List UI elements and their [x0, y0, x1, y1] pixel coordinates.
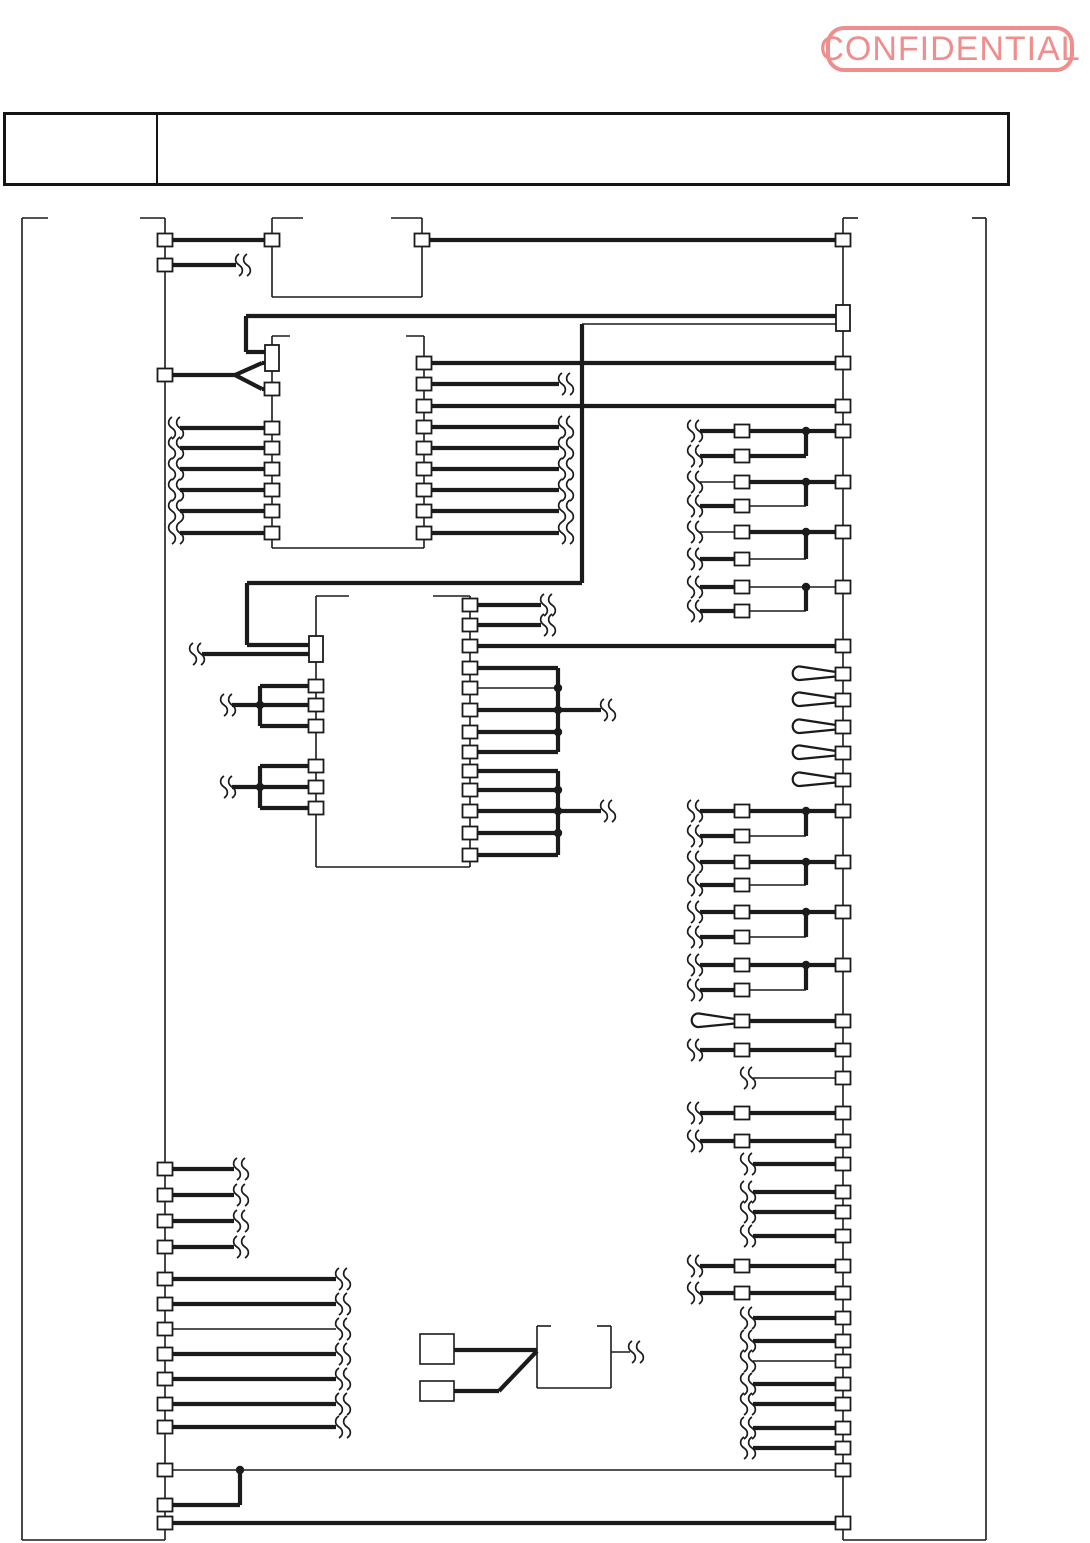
wire-loop-icon: [793, 745, 836, 759]
connector-pin: [463, 827, 478, 840]
connector-pin: [158, 1163, 173, 1176]
connector-pin: [836, 1260, 851, 1273]
junction-dot: [256, 783, 264, 791]
junction-dot: [554, 728, 562, 736]
connector-pin: [836, 400, 851, 413]
connector-pin: [836, 906, 851, 919]
connector-pin: [735, 1107, 750, 1120]
junction-dot: [554, 706, 562, 714]
wire-break-icon: [741, 1201, 748, 1223]
connector-pin: [735, 984, 750, 997]
connector-pin: [265, 484, 280, 497]
wire-break-icon: [234, 1158, 241, 1180]
wire-segment: [235, 363, 262, 375]
wire-break-icon: [344, 1393, 351, 1415]
connector-pin: [836, 668, 851, 681]
wire-break-icon: [242, 1236, 249, 1258]
connector-pin: [836, 856, 851, 869]
wire-break-icon: [688, 495, 695, 517]
connector-pin: [836, 747, 851, 760]
wire-break-icon: [336, 1293, 343, 1315]
connector-pin: [836, 1422, 851, 1435]
connector-pin: [463, 599, 478, 612]
connector-pin: [836, 425, 851, 438]
connector-pin: [735, 931, 750, 944]
junction-dot: [554, 829, 562, 837]
connector-pin: [158, 1241, 173, 1254]
wire-break-icon: [688, 800, 695, 822]
wire-break-icon: [234, 1236, 241, 1258]
wire-break-icon: [609, 800, 616, 822]
wire-break-icon: [344, 1416, 351, 1438]
connector-pin: [735, 1287, 750, 1300]
wire-break-icon: [637, 1341, 644, 1363]
wire-break-icon: [169, 458, 176, 480]
connector-pin: [735, 450, 750, 463]
wire-break-icon: [741, 1067, 748, 1089]
wire-break-icon: [169, 479, 176, 501]
junction-dot: [802, 908, 810, 916]
wire-break-icon: [688, 1282, 695, 1304]
connector-pin: [309, 699, 324, 712]
wire-segment: [235, 375, 262, 389]
connector-pin: [309, 680, 324, 693]
wire-break-icon: [344, 1293, 351, 1315]
wire-break-icon: [242, 1210, 249, 1232]
connector-pin-tall: [265, 345, 279, 371]
wire-break-icon: [559, 500, 566, 522]
connector-pin: [463, 746, 478, 759]
connector-pin: [836, 1378, 851, 1391]
wire-break-icon: [688, 420, 695, 442]
wire-break-icon: [559, 522, 566, 544]
wire-break-icon: [688, 600, 695, 622]
connector-pin: [158, 1348, 173, 1361]
connector-pin: [417, 357, 432, 370]
wire-break-icon: [541, 594, 548, 616]
wire-break-icon: [336, 1368, 343, 1390]
wire-break-icon: [549, 614, 556, 636]
connector-pin: [836, 1186, 851, 1199]
connector-pin: [836, 476, 851, 489]
connector-pin: [463, 784, 478, 797]
connector-pin: [836, 640, 851, 653]
wire-break-icon: [169, 437, 176, 459]
wire-break-icon: [559, 416, 566, 438]
wire-loop-icon: [793, 666, 836, 680]
connector-pin: [836, 1464, 851, 1477]
connector-pin: [735, 830, 750, 843]
connector-pin: [735, 959, 750, 972]
connector-pin: [265, 422, 280, 435]
junction-dot: [802, 478, 810, 486]
wire-break-icon: [688, 825, 695, 847]
connector-pin: [463, 849, 478, 862]
wire-break-icon: [688, 979, 695, 1001]
connector-pin: [463, 765, 478, 778]
connector-pin: [463, 640, 478, 653]
connector-pin: [735, 1044, 750, 1057]
connector-pin: [265, 527, 280, 540]
wire-break-icon: [741, 1350, 748, 1372]
connector-pin: [265, 505, 280, 518]
wire-break-icon: [741, 1225, 748, 1247]
wire-break-icon: [567, 500, 574, 522]
connector-pin: [735, 856, 750, 869]
wire-break-icon: [541, 614, 548, 636]
wire-break-icon: [688, 901, 695, 923]
connector-pin: [836, 1335, 851, 1348]
connector-pin: [463, 726, 478, 739]
wire-break-icon: [567, 373, 574, 395]
wire-break-icon: [169, 500, 176, 522]
wire-break-icon: [559, 437, 566, 459]
wire-break-icon: [567, 522, 574, 544]
wire-break-icon: [221, 776, 228, 798]
connector-pin: [836, 959, 851, 972]
connector-pin: [309, 802, 324, 815]
wire-break-icon: [741, 1437, 748, 1459]
wire-break-icon: [688, 874, 695, 896]
wire-break-icon: [567, 458, 574, 480]
wire-break-icon: [567, 437, 574, 459]
connector-pin: [836, 526, 851, 539]
connector-pin: [265, 463, 280, 476]
connector-pin: [158, 1421, 173, 1434]
connector-pin: [463, 619, 478, 632]
wire-break-icon: [336, 1268, 343, 1290]
confidential-stamp-text: CONFIDENTIAL: [819, 29, 1081, 68]
connector-pin: [463, 805, 478, 818]
junction-dot: [802, 427, 810, 435]
wire-break-icon: [236, 254, 243, 276]
connector-pin: [265, 442, 280, 455]
connector-pin: [265, 383, 280, 396]
wire-break-icon: [741, 1330, 748, 1352]
connector-pin: [417, 442, 432, 455]
connector-pin: [309, 781, 324, 794]
wire-break-icon: [336, 1393, 343, 1415]
wire-break-icon: [169, 417, 176, 439]
wire-loop-icon: [793, 692, 836, 706]
wire-break-icon: [559, 479, 566, 501]
junction-dot: [554, 684, 562, 692]
wire-break-icon: [559, 373, 566, 395]
wire-break-icon: [609, 699, 616, 721]
connector-pin: [836, 1517, 851, 1530]
wire-break-icon: [688, 1255, 695, 1277]
wire-break-icon: [336, 1416, 343, 1438]
connector-pin: [735, 1260, 750, 1273]
wire-break-icon: [741, 1153, 748, 1175]
junction-dot: [802, 961, 810, 969]
connector-pin: [158, 234, 173, 247]
connector-pin: [735, 879, 750, 892]
wire-break-icon: [190, 643, 197, 665]
junction-dot: [554, 786, 562, 794]
connector-pin: [735, 476, 750, 489]
connector-pin: [463, 704, 478, 717]
connector-pin: [417, 463, 432, 476]
connector-pin: [735, 425, 750, 438]
connector-pin: [417, 378, 432, 391]
connector-pin: [836, 1442, 851, 1455]
connector-pin: [158, 1398, 173, 1411]
wire-break-icon: [567, 416, 574, 438]
connector-pin: [836, 234, 851, 247]
wire-break-icon: [688, 851, 695, 873]
module-rect: [420, 1334, 454, 1364]
connector-pin: [735, 1135, 750, 1148]
connector-pin: [463, 662, 478, 675]
connector-pin: [735, 500, 750, 513]
connector-pin: [463, 682, 478, 695]
wire-break-icon: [741, 1307, 748, 1329]
wire-break-icon: [601, 699, 608, 721]
connector-pin: [836, 1355, 851, 1368]
wire-break-icon: [244, 254, 251, 276]
connector-pin-tall: [836, 305, 850, 331]
wire-break-icon: [336, 1343, 343, 1365]
wire-break-icon: [688, 521, 695, 543]
wire-break-icon: [344, 1318, 351, 1340]
connector-pin: [836, 357, 851, 370]
wire-break-icon: [741, 1417, 748, 1439]
connector-pin: [417, 421, 432, 434]
connector-pin: [417, 505, 432, 518]
wire-break-icon: [242, 1158, 249, 1180]
wire-break-icon: [688, 471, 695, 493]
wire-break-icon: [688, 926, 695, 948]
wire-break-icon: [688, 1102, 695, 1124]
junction-dot: [256, 701, 264, 709]
wire-loop-icon: [793, 719, 836, 733]
wire-break-icon: [344, 1268, 351, 1290]
connector-pin: [158, 1517, 173, 1530]
connector-pin: [158, 1273, 173, 1286]
connector-pin: [309, 760, 324, 773]
junction-dot: [802, 583, 810, 591]
wire-break-icon: [242, 1184, 249, 1206]
wire-break-icon: [688, 576, 695, 598]
connector-pin: [836, 1158, 851, 1171]
connector-pin: [836, 694, 851, 707]
connector-pin: [735, 605, 750, 618]
connector-pin: [158, 1323, 173, 1336]
wire-break-icon: [169, 522, 176, 544]
junction-dot: [802, 858, 810, 866]
wire-loop-icon: [793, 772, 836, 786]
connector-pin: [158, 1499, 173, 1512]
connector-pin: [836, 1230, 851, 1243]
connector-pin: [158, 1215, 173, 1228]
wire-break-icon: [741, 1373, 748, 1395]
wire-segment: [499, 1351, 537, 1391]
connector-pin: [836, 1398, 851, 1411]
wire-break-icon: [688, 954, 695, 976]
connector-pin: [836, 805, 851, 818]
connector-pin: [265, 234, 280, 247]
connector-pin: [735, 526, 750, 539]
connector-pin: [836, 1135, 851, 1148]
junction-dot: [802, 807, 810, 815]
wire-break-icon: [234, 1184, 241, 1206]
wire-break-icon: [688, 445, 695, 467]
wire-break-icon: [336, 1318, 343, 1340]
wire-break-icon: [567, 479, 574, 501]
connector-pin: [415, 234, 430, 247]
connector-pin: [158, 1189, 173, 1202]
wire-break-icon: [549, 594, 556, 616]
connector-pin: [836, 721, 851, 734]
wire-break-icon: [559, 458, 566, 480]
wire-break-icon: [601, 800, 608, 822]
wire-break-icon: [688, 1130, 695, 1152]
connector-pin: [158, 1464, 173, 1477]
connector-pin: [836, 1287, 851, 1300]
connector-pin: [735, 1015, 750, 1028]
connector-pin: [836, 1312, 851, 1325]
wire-break-icon: [344, 1343, 351, 1365]
connector-pin-tall: [309, 636, 323, 662]
connector-pin: [836, 1072, 851, 1085]
wire-break-icon: [234, 1210, 241, 1232]
junction-dot: [802, 528, 810, 536]
connector-pin: [735, 906, 750, 919]
connector-pin: [158, 259, 173, 272]
wire-break-icon: [344, 1368, 351, 1390]
wire-break-icon: [688, 1039, 695, 1061]
junction-dot: [554, 807, 562, 815]
connector-pin: [836, 1044, 851, 1057]
connector-pin: [158, 1298, 173, 1311]
connector-pin: [158, 1373, 173, 1386]
connector-pin: [836, 774, 851, 787]
connector-pin: [836, 581, 851, 594]
connector-pin: [735, 581, 750, 594]
connector-pin: [836, 1107, 851, 1120]
connector-pin: [309, 720, 324, 733]
module-rect: [420, 1381, 454, 1401]
connector-pin: [417, 400, 432, 413]
wire-break-icon: [688, 548, 695, 570]
connector-pin: [836, 1015, 851, 1028]
wire-break-icon: [741, 1181, 748, 1203]
wire-break-icon: [741, 1393, 748, 1415]
connector-pin: [735, 553, 750, 566]
connector-pin: [158, 369, 173, 382]
connector-pin: [836, 1206, 851, 1219]
junction-dot: [236, 1466, 244, 1474]
wire-loop-icon: [692, 1013, 735, 1027]
connector-pin: [417, 484, 432, 497]
wire-break-icon: [221, 694, 228, 716]
connector-pin: [735, 805, 750, 818]
connector-pin: [417, 527, 432, 540]
